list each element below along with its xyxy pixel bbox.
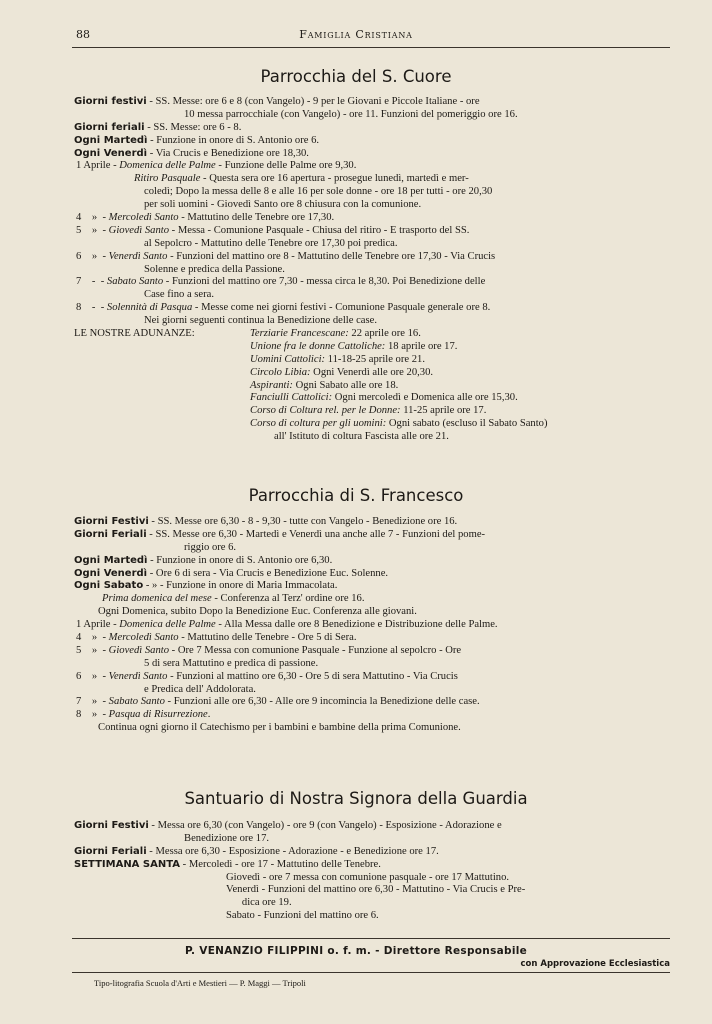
week-line: Giovedì - ore 7 messa con comunione pasquale - ore 17 Mattutino.: [226, 871, 510, 883]
director-line: P. VENANZIO FILIPPINI o. f. m. - Direttore Responsabile: [184, 945, 528, 957]
schedule-label: Ogni Sabato: [74, 580, 144, 592]
schedule-label: Ogni Martedì: [74, 554, 148, 566]
schedule-label: Ogni Venerdì: [74, 567, 148, 579]
day-text: Case fino a sera.: [144, 289, 215, 301]
day-line: [74, 709, 674, 722]
journal-title: Famiglia Cristiana: [299, 28, 413, 41]
day-line: [74, 289, 674, 302]
day-title: Mercoledì Santo: [108, 212, 179, 224]
day-number: 4 » -: [76, 212, 109, 224]
day-title: Sabato Santo: [106, 276, 164, 288]
holy-week-list: [226, 872, 674, 924]
day-line: [74, 238, 674, 251]
day-number: 6 » -: [76, 250, 109, 262]
day-title: Solennità di Pasqua: [106, 302, 193, 314]
day-number: 4 » -: [76, 632, 109, 644]
day-line: [74, 225, 674, 238]
day-line: [74, 632, 674, 645]
day-text: - Funzioni al mattino ore 6,30 - Ore 5 di sera Mattutino - Via Crucis: [167, 670, 458, 682]
day-title: Domenica delle Palme: [119, 160, 216, 172]
section-san-francesco: [74, 516, 674, 735]
schedule-label: Ogni Martedì: [74, 134, 148, 146]
schedule-text: - SS. Messe ore 6,30 - 8 - 9,30 - tutte con Vangelo - Benedizione ore 16.: [148, 516, 458, 527]
section-guardia: [74, 820, 674, 923]
day-number: 6 » -: [76, 670, 109, 682]
day-title: Sabato Santo: [108, 696, 165, 708]
prima-text: - Conferenza al Terz' ordine ore 16.: [211, 593, 365, 605]
schedule-line: [74, 148, 674, 161]
day-line: [74, 684, 674, 697]
day-line: [74, 302, 674, 315]
schedule-line: [74, 109, 674, 122]
printer-line: Tipo-litografia Scuola d'Arti e Mestieri — P. Maggi — Tripoli: [94, 978, 306, 988]
adunanza-line: [250, 341, 674, 354]
schedule-line: [74, 96, 674, 109]
schedule-line: [74, 833, 674, 846]
schedule-text: - Funzione in onore di S. Antonio ore 6.: [147, 134, 320, 146]
day-number: 5 » -: [76, 644, 109, 656]
day-text: - Questa sera ore 16 apertura - prosegue lunedì, martedì e mer-: [200, 173, 469, 185]
day-text: - Mattutino delle Tenebre ore 17,30.: [178, 212, 335, 224]
schedule-text: - Messa ore 6,30 - Esposizione - Adorazione - e Benedizione ore 17.: [146, 845, 439, 857]
day-number: 7 » -: [76, 696, 109, 708]
adunanza-time: 11-18-25 aprile ore 21.: [325, 353, 425, 365]
adunanza-time: Ogni mercoledì e Domenica alle ore 15,30.: [332, 392, 518, 404]
schedule-list: [74, 516, 674, 593]
schedule-line: [74, 820, 674, 833]
schedule-label: SETTIMANA SANTA: [74, 858, 181, 870]
day-text: - Messa - Comunione Pasquale - Chiusa del ritiro - E trasporto del SS.: [169, 224, 470, 236]
day-line: [74, 645, 674, 658]
day-line: [74, 264, 674, 277]
day-text: Nei giorni seguenti continua la Benedizione delle case.: [144, 315, 377, 327]
page-number: 88: [76, 28, 90, 41]
schedule-line: [74, 516, 674, 529]
adunanza-name: Corso di Coltura rel. per le Donne:: [250, 405, 401, 417]
adunanze-list: [250, 328, 674, 444]
adunanza-line: [250, 367, 674, 380]
day-number: 1 Aprile -: [76, 619, 120, 631]
schedule-line: [74, 135, 674, 148]
adunanze-row: [74, 328, 674, 341]
day-line: [74, 186, 674, 199]
schedule-list: [74, 96, 674, 160]
day-text: al Sepolcro - Mattutino delle Tenebre ore 17,30 poi predica.: [144, 237, 398, 249]
day-text: - Funzione delle Palme ore 9,30.: [215, 160, 357, 172]
day-title: Giovedì Santo: [108, 644, 169, 656]
schedule-text: riggio ore 6.: [184, 541, 237, 553]
day-text: - Funzioni alle ore 6,30 - Alle ore 9 incomincia la Benedizione delle case.: [164, 696, 480, 708]
holy-week-list: [74, 160, 674, 328]
day-text: per soli uomini - Giovedì Santo ore 8 chiusura con la comunione.: [144, 199, 422, 211]
day-text: .: [207, 709, 211, 721]
adunanza-name: Unione fra le donne Cattoliche:: [250, 340, 386, 352]
adunanza-time: 22 aprile ore 16.: [348, 328, 421, 340]
page-header: [0, 26, 712, 44]
adunanza-line: [250, 418, 674, 431]
schedule-line: [74, 122, 674, 135]
day-title: Domenica delle Palme: [119, 619, 216, 631]
schedule-line: [74, 529, 674, 542]
day-title: Mercoledì Santo: [108, 632, 179, 644]
day-text: e Predica dell' Addolorata.: [144, 683, 256, 695]
schedule-label: Giorni festivi: [74, 96, 147, 107]
adunanza-time: all' Istituto di coltura Fascista alle ore 21.: [274, 431, 449, 443]
day-text: coledì; Dopo la messa delle 8 e alle 16 per sole donne - ore 18 per tutti - ore 20,30: [144, 186, 493, 198]
schedule-line: [74, 846, 674, 859]
adunanza-name: Fanciulli Cattolici:: [250, 392, 333, 404]
schedule-text: - » - Funzione in onore di Maria Immacolata.: [143, 580, 338, 592]
day-text: - Funzioni del mattino ore 7,30 - messa circa le 8,30. Poi Benedizione delle: [163, 276, 486, 288]
adunanza-name: Aspiranti:: [250, 379, 293, 391]
day-number: 7 - -: [76, 276, 107, 288]
day-number: 1 Aprile -: [76, 160, 120, 172]
day-text: - Funzioni del mattino ore 8 - Mattutino delle Tenebre ore 17,30 - Via Crucis: [167, 250, 496, 262]
day-line: [74, 173, 674, 186]
day-line: [74, 212, 674, 225]
week-line: Venerdì - Funzioni del mattino ore 6,30 - Mattutino - Via Crucis e Pre-: [226, 884, 526, 896]
schedule-text: - Mercoledì - ore 17 - Mattutino delle Tenebre.: [180, 858, 381, 870]
schedule-text: - Messa ore 6,30 (con Vangelo) - ore 9 (con Vangelo) - Esposizione - Adorazione e: [148, 820, 502, 831]
schedule-text: 10 messa parrocchiale (con Vangelo) - ore 11. Funzioni del pomeriggio ore 16.: [184, 108, 518, 120]
adunanza-time: 11-25 aprile ore 17.: [400, 405, 487, 417]
section-title-guardia: Santuario di Nostra Signora della Guardia: [184, 789, 528, 808]
adunanza-line: [250, 380, 674, 393]
schedule-text: - Via Crucis e Benedizione ore 18,30.: [147, 147, 309, 159]
approval-line: con Approvazione Ecclesiastica: [520, 959, 670, 969]
schedule-text: - SS. Messe ore 6,30 - Martedì e Venerdì una anche alle 7 - Funzioni del pome-: [146, 528, 486, 540]
footer-rule-top: [72, 938, 670, 939]
ogni-domenica: Ogni Domenica, subito Dopo la Benedizione Euc. Conferenza alle giovani.: [98, 606, 417, 618]
schedule-text: - Ore 6 di sera - Via Crucis e Benedizione Euc. Solenne.: [147, 567, 389, 579]
day-text: - Messe come nei giorni festivi - Comunione Pasquale generale ore 8.: [192, 302, 491, 314]
day-title: Ritiro Pasquale: [134, 173, 201, 185]
schedule-line: [74, 580, 674, 593]
day-title: Venerdì Santo: [108, 670, 168, 682]
adunanza-time: Ogni Sabato alle ore 18.: [292, 379, 399, 391]
day-line: [74, 619, 674, 632]
day-text: - Ore 7 Messa con comunione Pasquale - Funzione al sepolcro - Ore: [169, 644, 462, 656]
catechismo-note: Continua ogni giorno il Catechismo per i bambini e bambine della prima Comunione.: [98, 722, 461, 734]
footer-rule-bottom: [72, 972, 670, 973]
prima-label: Prima domenica del mese: [102, 593, 212, 605]
schedule-label: Giorni Festivi: [74, 820, 149, 831]
day-line: [74, 315, 674, 328]
adunanza-time: Ogni Venerdì alle ore 20,30.: [310, 366, 434, 378]
day-text: - Alla Messa dalle ore 8 Benedizione e Distribuzione delle Palme.: [215, 619, 498, 631]
day-number: 8 » -: [76, 709, 109, 721]
day-title: Giovedì Santo: [108, 224, 169, 236]
adunanza-name: Circolo Libia:: [250, 366, 311, 378]
day-line: [74, 251, 674, 264]
day-text: - Mattutino delle Tenebre - Ore 5 di Sera.: [178, 632, 357, 644]
holy-week-list: [74, 619, 674, 722]
schedule-label: Giorni Feriali: [74, 528, 147, 540]
schedule-line: [74, 542, 674, 555]
adunanza-time: Ogni sabato (escluso il Sabato Santo): [386, 418, 548, 430]
schedule-label: Giorni feriali: [74, 121, 145, 133]
adunanza-name: Terziarie Francescane:: [250, 328, 349, 340]
day-number: 8 - -: [76, 302, 107, 314]
day-line: [74, 276, 674, 289]
adunanza-name: Corso di coltura per gli uomini:: [250, 418, 387, 430]
schedule-text: Benedizione ore 17.: [184, 832, 270, 844]
adunanza-line: [250, 405, 674, 418]
schedule-label: Ogni Venerdì: [74, 147, 148, 159]
week-line: dica ore 19.: [226, 897, 292, 909]
schedule-text: - SS. Messe: ore 6 e 8 (con Vangelo) - 9 per le Giovani e Piccole Italiane - ore: [146, 96, 480, 107]
day-title: Pasqua di Risurrezione: [108, 709, 208, 721]
schedule-list: [74, 820, 674, 872]
schedule-line: [74, 555, 674, 568]
schedule-label: Giorni Festivi: [74, 516, 149, 527]
schedule-text: - Funzione in onore di S. Antonio ore 6,30.: [147, 554, 333, 566]
header-rule: [72, 47, 670, 48]
schedule-line: [74, 859, 674, 872]
schedule-line: [74, 568, 674, 581]
section-sacro-cuore: [74, 96, 674, 444]
day-text: Solenne e predica della Passione.: [144, 263, 285, 275]
day-number: 5 » -: [76, 224, 109, 236]
adunanza-name: Uomini Cattolici:: [250, 353, 326, 365]
day-line: [74, 160, 674, 173]
adunanza-line: [250, 354, 674, 367]
day-title: Venerdì Santo: [108, 250, 168, 262]
schedule-text: - SS. Messe: ore 6 - 8.: [144, 121, 242, 133]
day-line: [74, 671, 674, 684]
adunanze-label: LE NOSTRE ADUNANZE:: [74, 328, 195, 340]
day-line: [74, 696, 674, 709]
section-title-san-francesco: Parrocchia di S. Francesco: [248, 486, 464, 505]
adunanza-line: [250, 431, 674, 444]
day-text: 5 di sera Mattutino e predica di passione.: [144, 657, 319, 669]
section-title-sacro-cuore: Parrocchia del S. Cuore: [260, 67, 452, 86]
prima-domenica: [74, 593, 674, 606]
adunanza-line: [250, 392, 674, 405]
day-line: [74, 658, 674, 671]
adunanza-time: 18 aprile ore 17.: [385, 340, 458, 352]
day-line: [74, 199, 674, 212]
week-line: Sabato - Funzioni del mattino ore 6.: [226, 910, 379, 922]
schedule-label: Giorni Feriali: [74, 845, 147, 857]
